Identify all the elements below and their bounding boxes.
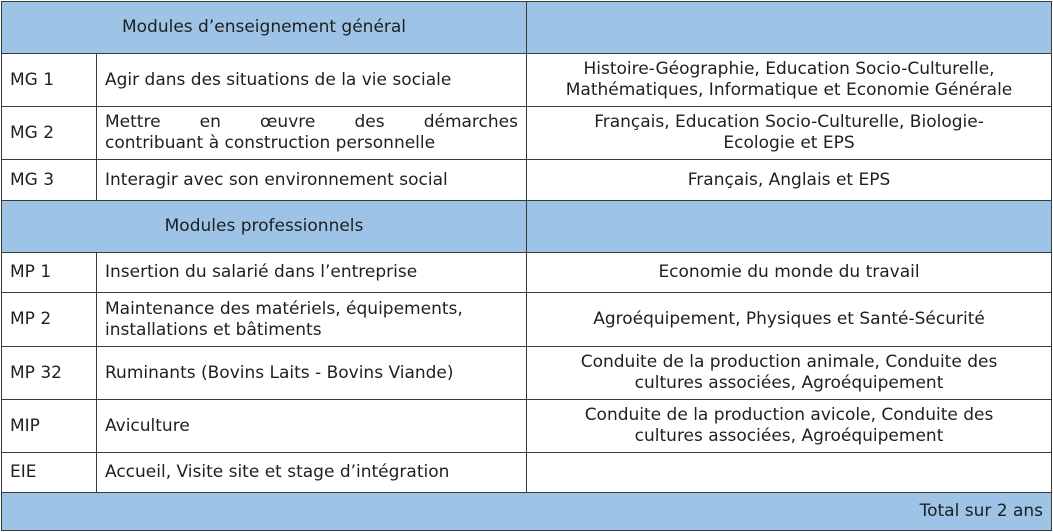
subjects-line: cultures associées, Agroéquipement (634, 426, 944, 446)
module-subjects-empty (527, 453, 1052, 493)
table-row-mp32 (2, 347, 1052, 400)
module-title: Accueil, Visite site et stage d’intégration (97, 453, 527, 493)
subjects-line: Conduite de la production avicole, Conduite des (584, 405, 994, 425)
module-title: Insertion du salarié dans l’entreprise (97, 253, 527, 293)
title-word: œuvre (260, 112, 316, 132)
title-word: Mettre (105, 112, 161, 132)
section-title-general: Modules d’enseignement général (2, 2, 527, 54)
module-title: Ruminants (Bovins Laits - Bovins Viande) (97, 347, 527, 400)
module-title: Agir dans des situations de la vie sociale (97, 54, 527, 107)
table-row-mp2 (2, 293, 1052, 347)
title-word: en (199, 112, 221, 132)
subjects-line: Français, Education Socio-Culturelle, Biologie- (594, 112, 984, 132)
module-subjects (527, 347, 1052, 400)
module-code: MP 2 (2, 293, 97, 347)
title-word: des (354, 112, 385, 132)
module-title: Interagir avec son environnement social (97, 160, 527, 201)
module-code: MG 3 (2, 160, 97, 201)
module-subjects (527, 107, 1052, 160)
modules-table (1, 1, 1052, 531)
table-row-mp1 (2, 253, 1052, 293)
module-title-line (105, 112, 518, 133)
module-code: EIE (2, 453, 97, 493)
subjects-line: Ecologie et EPS (723, 133, 855, 153)
table-row-mg1 (2, 54, 1052, 107)
section-header-general (2, 2, 1052, 54)
module-code: MIP (2, 400, 97, 453)
module-subjects: Economie du monde du travail (527, 253, 1052, 293)
module-code: MP 1 (2, 253, 97, 293)
total-label: Total sur 2 ans (2, 493, 1052, 531)
module-code: MP 32 (2, 347, 97, 400)
title-word: démarches (423, 112, 518, 132)
section-header-professional (2, 201, 1052, 253)
module-subjects (527, 400, 1052, 453)
section-header-empty-cell (527, 2, 1052, 54)
subjects-line: cultures associées, Agroéquipement (634, 373, 944, 393)
section-header-empty-cell (527, 201, 1052, 253)
table-row-mg2 (2, 107, 1052, 160)
module-title-line: installations et bâtiments (105, 319, 322, 340)
subjects-line: Conduite de la production animale, Conduite des (580, 352, 998, 372)
module-code: MG 2 (2, 107, 97, 160)
subjects-line: Mathématiques, Informatique et Economie Générale (565, 80, 1013, 100)
module-title-line: contribuant à construction personnelle (105, 133, 436, 153)
table-row-mg3 (2, 160, 1052, 201)
section-title-professional: Modules professionnels (2, 201, 527, 253)
module-title (97, 293, 527, 347)
module-title: Aviculture (97, 400, 527, 453)
module-subjects: Agroéquipement, Physiques et Santé-Sécurité (527, 293, 1052, 347)
table-row-eie (2, 453, 1052, 493)
table-footer-total (2, 493, 1052, 531)
subjects-line: Histoire-Géographie, Education Socio-Culturelle, (583, 59, 995, 79)
table-row-mip (2, 400, 1052, 453)
module-subjects: Français, Anglais et EPS (527, 160, 1052, 201)
module-code: MG 1 (2, 54, 97, 107)
module-subjects (527, 54, 1052, 107)
module-title-line: Maintenance des matériels, équipements, (105, 298, 463, 319)
module-title (97, 107, 527, 160)
